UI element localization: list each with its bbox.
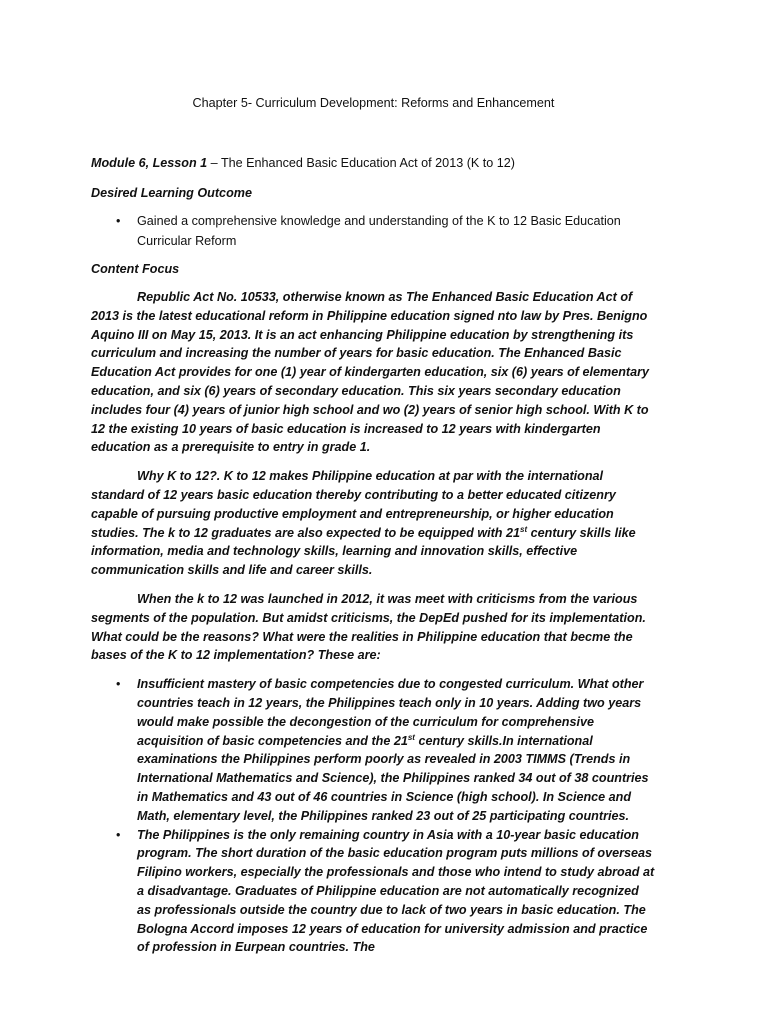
outcome-item — [91, 212, 656, 251]
module-dash: – — [207, 156, 221, 170]
superscript-st: st — [407, 732, 415, 742]
chapter-title: Chapter 5- Curriculum Development: Reforms and Enhancement — [192, 96, 555, 110]
module-title: The Enhanced Basic Education Act of 2013 (K to 12) — [220, 156, 515, 170]
bullet-icon: • — [116, 214, 121, 228]
reason-item-asia — [91, 826, 656, 958]
reason-item-text-part1: Insufficient mastery of basic competencies due to congested curriculum. What other countries teach in 12 years, the Philippines teach only in 10 years. Adding two years would make possible the decongestion of the curriculum for comprehensive acquisition of basic competencies and the 21 — [137, 677, 644, 748]
reason-item-text-part2: century skills.In international examinations the Philippines perform poorly as revealed in 2003 TIMMS (Trends in International Mathematics and Science), the Philippines ranked 34 out of 38 countries in Mathematics and 43 out of 46 countries in Science (high school). In Science and Math, elementary level, the Philippines ranked 23 out of 25 participating countries. — [137, 733, 649, 823]
reason-item-text: The Philippines is the only remaining country in Asia with a 10-year basic education program. The short duration of the basic education program puts millions of overseas Filipino workers, especially the professionals and those who intend to study abroad at a disadvantage. Graduates of Philippine education are not automatically recognized as professionals outside the country due to lack of two years in basic education. The Bologna Accord imposes 12 years of education for university admission and practice of profession in Eurpean countries. The — [137, 827, 655, 955]
paragraph-criticisms: When the k to 12 was launched in 2012, it was meet with criticisms from the various segments of the population. But amidst criticisms, the DepEd pushed for its implementation. What could be the reasons? What were the realities in Philippine education that becme the bases of the K to 12 implementation? These are: — [91, 591, 646, 663]
paragraph-why-k-to-12 — [91, 467, 656, 580]
outcome-list — [91, 212, 656, 251]
paragraph-republic-act: Republic Act No. 10533, otherwise known as The Enhanced Basic Education Act of 2013 is the latest educational reform in Philippine education signed nto law by Pres. Benigno Aquino III on May 15, 2013. It is an act enhancing Philippine education by strengthening its curriculum and increasing the number of years for basic education. The Enhanced Basic Education Act provides for one (1) year of kindergarten education, six (6) years of elementary education, and six (6) years of secondary education. This six years secondary education includes four (4) years of junior high school and wo (2) years of senior high school. With K to 12 the existing 10 years of basic education is increased to 12 years with kindergarten education as a prerequisite to entry in grade 1. — [91, 290, 650, 455]
module-label: Module 6, Lesson 1 — [91, 156, 208, 170]
outcome-item-text: Gained a comprehensive knowledge and understanding of the K to 12 Basic Education Curricular Reform — [137, 214, 621, 248]
content-heading: Content Focus — [91, 262, 180, 276]
reasons-list — [91, 675, 656, 957]
bullet-icon: • — [116, 827, 121, 842]
module-line — [91, 154, 656, 172]
outcome-heading: Desired Learning Outcome — [91, 186, 252, 200]
reason-item-competencies — [91, 675, 656, 825]
bullet-icon: • — [116, 677, 121, 692]
paragraph-why-k-to-12-part2: century skills like information, media and technology skills, learning and innovation skills, effective communication skills and life and career skills. — [91, 525, 636, 578]
superscript-st: st — [520, 524, 528, 534]
paragraph-why-k-to-12-part1: Why K to 12?. K to 12 makes Philippine education at par with the international standard of 12 years basic education thereby contributing to a better educated citizenry capable of pursuing productive employment and entrepreneurship, or higher education studies. The k to 12 graduates are also expected to be equipped with 21 — [91, 469, 616, 540]
